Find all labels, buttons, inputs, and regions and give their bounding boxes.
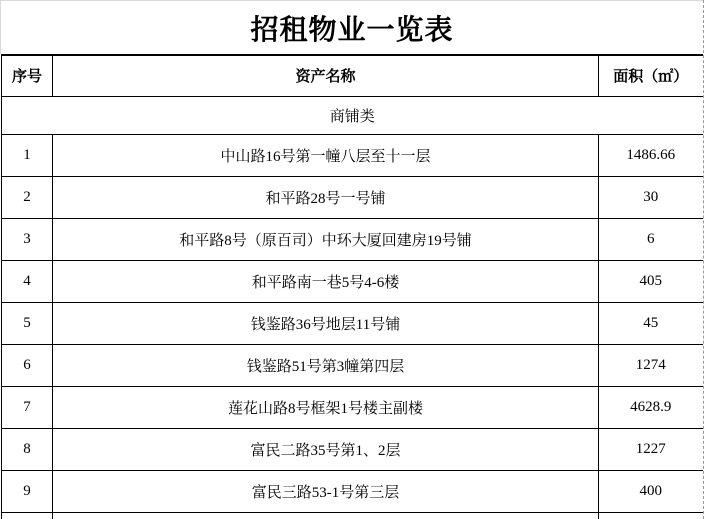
cell-asset-name: 富民二路35号第1、2层 — [53, 428, 599, 470]
cell-asset-name: 中山路16号第一幢八层至十一层 — [53, 134, 599, 176]
table-row — [2, 344, 703, 386]
cell-seq: 1 — [2, 134, 53, 176]
table-row-partial — [2, 512, 703, 519]
cell-seq-empty — [2, 512, 53, 519]
cell-asset-name: 和平路28号一号铺 — [53, 176, 599, 218]
table-row — [2, 176, 703, 218]
table-row — [2, 302, 703, 344]
cell-asset-name: 富民三路53-1号第三层 — [53, 470, 599, 512]
cell-asset-name-empty — [53, 512, 599, 519]
cell-area: 405 — [599, 260, 703, 302]
table-header-row — [2, 55, 703, 96]
cell-asset-name: 莲花山路8号框架1号楼主副楼 — [53, 386, 599, 428]
cell-seq: 8 — [2, 428, 53, 470]
cell-area-empty — [599, 512, 703, 519]
cell-asset-name: 钱鉴路36号地层11号铺 — [53, 302, 599, 344]
cell-area: 400 — [599, 470, 703, 512]
table-row — [2, 260, 703, 302]
table-row — [2, 134, 703, 176]
cell-asset-name: 和平路南一巷5号4-6楼 — [53, 260, 599, 302]
table-body — [2, 134, 703, 512]
section-row-shops — [2, 96, 703, 134]
cell-seq: 4 — [2, 260, 53, 302]
header-seq: 序号 — [2, 55, 53, 96]
header-area: 面积（㎡） — [599, 55, 703, 96]
table-row — [2, 428, 703, 470]
cell-seq: 3 — [2, 218, 53, 260]
page-break-dashed-line — [703, 0, 704, 519]
cell-seq: 2 — [2, 176, 53, 218]
cell-area: 6 — [599, 218, 703, 260]
cell-seq: 7 — [2, 386, 53, 428]
cell-seq: 5 — [2, 302, 53, 344]
table-row — [2, 218, 703, 260]
header-asset-name: 资产名称 — [53, 55, 599, 96]
cell-seq: 6 — [2, 344, 53, 386]
cell-area: 1274 — [599, 344, 703, 386]
cell-asset-name: 和平路8号（原百司）中环大厦回建房19号铺 — [53, 218, 599, 260]
cell-area: 30 — [599, 176, 703, 218]
cell-area: 1486.66 — [599, 134, 703, 176]
property-table — [1, 54, 703, 519]
section-label: 商铺类 — [2, 96, 703, 134]
cell-asset-name: 钱鉴路51号第3幢第四层 — [53, 344, 599, 386]
page-title: 招租物业一览表 — [0, 0, 703, 54]
cell-area: 4628.9 — [599, 386, 703, 428]
cell-seq: 9 — [2, 470, 53, 512]
table-row — [2, 470, 703, 512]
table-row — [2, 386, 703, 428]
cell-area: 1227 — [599, 428, 703, 470]
cell-area: 45 — [599, 302, 703, 344]
